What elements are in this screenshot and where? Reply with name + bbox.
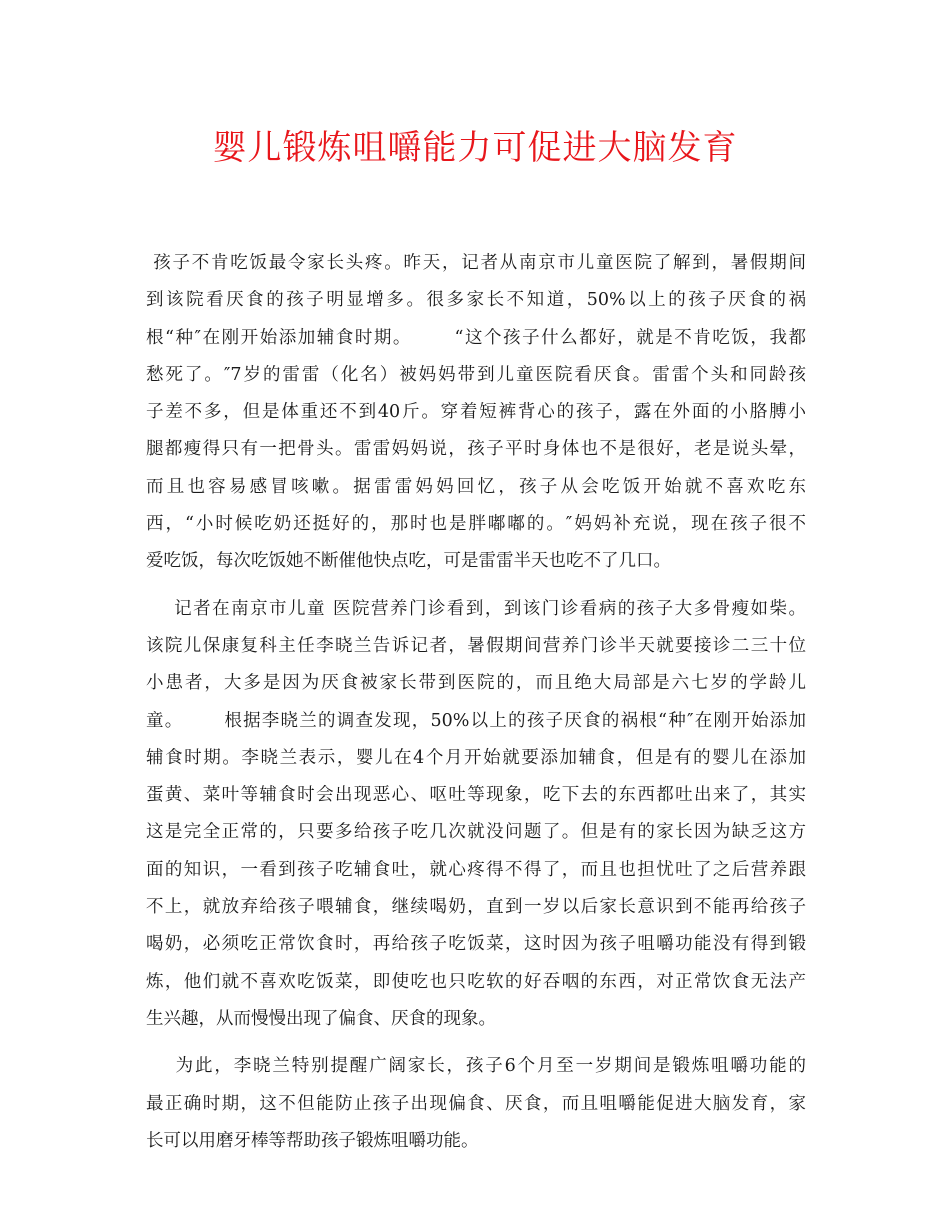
paragraph-2 <box>146 591 806 1039</box>
text-line: 这是完全正常的，只要多给孩子吃几次就没问题了。但是有的家长因为缺乏这方 <box>146 822 806 843</box>
paragraph-1 <box>146 245 806 581</box>
text-line: 西，“小时候吃奶还挺好的，那时也是胖嘟嘟的。″妈妈补充说，现在孩子很不 <box>146 514 806 535</box>
text-line: 长可以用磨牙棒等帮助孩子锻炼咀嚼功能。 <box>146 1130 479 1151</box>
text-line: 蛋黄、菜叶等辅食时会出现恶心、呕吐等现象，吃下去的东西都吐出来了，其实 <box>146 785 806 806</box>
text-line: 炼，他们就不喜欢吃饭菜，即使吃也只吃软的好吞咽的东西，对正常饮食无法产 <box>146 971 806 992</box>
text-line: 辅食时期。李晓兰表示，婴儿在4个月开始就要添加辅食，但是有的婴儿在添加 <box>146 747 806 768</box>
paragraph-3 <box>146 1048 806 1160</box>
text-line: 面的知识，一看到孩子吃辅食吐，就心疼得不得了，而且也担忧吐了之后营养跟 <box>146 859 806 880</box>
text-line: 喝奶，必须吃正常饮食时，再给孩子吃饭菜，这时因为孩子咀嚼功能没有得到锻 <box>146 934 806 955</box>
text-line: 童。 根据李晓兰的调查发现，50%以上的孩子厌食的祸根“种″在刚开始添加 <box>146 710 806 731</box>
text-line: 根“种″在刚开始添加辅食时期。 “这个孩子什么都好，就是不肯吃饭，我都 <box>146 327 806 348</box>
text-line: 该院儿保康复科主任李晓兰告诉记者，暑假期间营养门诊半天就要接诊二三十位 <box>146 635 806 656</box>
text-line: 愁死了。″7岁的雷雷（化名）被妈妈带到儿童医院看厌食。雷雷个头和同龄孩 <box>146 364 806 385</box>
paragraph-gap <box>146 581 806 591</box>
paragraph-gap <box>146 1038 806 1048</box>
document-body <box>146 245 806 1160</box>
document-title: 婴儿锻炼咀嚼能力可促进大脑发育 <box>212 128 738 168</box>
text-line: 不上，就放弃给孩子喂辅食，继续喝奶，直到一岁以后家长意识到不能再给孩子 <box>146 897 806 918</box>
text-line: 记者在南京市儿童 医院营养门诊看到，到该门诊看病的孩子大多骨瘦如柴。 <box>146 598 806 619</box>
text-line: 到该院看厌食的孩子明显增多。很多家长不知道，50%以上的孩子厌食的祸 <box>146 290 806 311</box>
text-line: 小患者，大多是因为厌食被家长带到医院的，而且绝大局部是六七岁的学龄儿 <box>146 673 806 694</box>
text-line: 腿都瘦得只有一把骨头。雷雷妈妈说，孩子平时身体也不是很好，老是说头晕， <box>146 439 806 460</box>
text-line: 生兴趣，从而慢慢出现了偏食、厌食的现象。 <box>146 1008 496 1029</box>
text-line: 爱吃饭，每次吃饭她不断催他快点吃，可是雷雷半天也吃不了几口。 <box>146 551 671 572</box>
text-line: 孩子不肯吃饭最令家长头疼。昨天，记者从南京市儿童医院了解到，暑假期间 <box>146 253 806 273</box>
text-line: 子差不多，但是体重还不到40斤。穿着短裤背心的孩子，露在外面的小胳膊小 <box>146 402 806 423</box>
text-line: 而且也容易感冒咳嗽。据雷雷妈妈回忆，孩子从会吃饭开始就不喜欢吃东 <box>146 476 806 497</box>
text-line: 为此，李晓兰特别提醒广阔家长，孩子6个月至一岁期间是锻炼咀嚼功能的 <box>146 1056 806 1077</box>
text-line: 最正确时期，这不但能防止孩子出现偏食、厌食，而且咀嚼能促进大脑发育，家 <box>146 1093 806 1114</box>
